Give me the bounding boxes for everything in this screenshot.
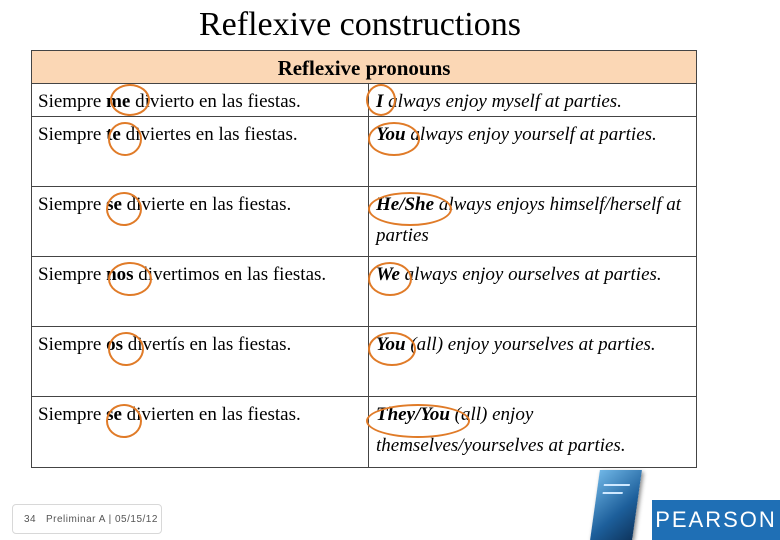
subject-highlight-circle [368,192,452,226]
pronoun-highlight-circle [108,332,144,366]
reflexive-pronoun: se [106,194,122,215]
subject: I [376,91,384,112]
pronoun-highlight-circle [106,192,142,226]
subject-highlight-circle [368,332,416,366]
subject: You [376,124,406,145]
english-sentence: You always enjoy yourself at parties. [376,124,657,145]
spanish-sentence: Siempre os divertís en las fiestas. [38,334,292,355]
english-sentence: They/You (all) enjoy themselves/yourselves at parties. [376,404,626,456]
english-sentence: You (all) enjoy yourselves at parties. [376,334,656,355]
footer-label: Preliminar A | 05/15/12 [45,514,158,525]
pronoun-highlight-circle [110,84,150,116]
pronoun-highlight-circle [108,122,142,156]
subject: We [376,264,400,285]
subject-highlight-circle [366,404,470,438]
page-number: 34 [24,514,37,525]
reflexive-pronoun: se [106,404,122,425]
reflexive-pronoun: nos [106,264,134,285]
subject-highlight-circle [366,84,396,116]
spanish-sentence: Siempre se divierten en las fiestas. [38,404,301,425]
reflexive-pronoun: te [106,124,121,145]
slide-title: Reflexive constructions [199,6,521,43]
subject: They/You [376,404,450,425]
reflexive-pronoun: me [106,91,131,112]
english-sentence: He/She always enjoys himself/herself at parties [376,194,682,246]
subject: He/She [376,194,435,215]
subject-highlight-circle [368,262,412,296]
pearson-logo: PEARSON [652,500,780,540]
subject: You [376,334,406,355]
english-sentence: I always enjoy myself at parties. [376,91,622,112]
table-header: Reflexive pronouns [32,51,696,84]
reflexive-pronoun: os [106,334,123,355]
footer-info [24,514,158,525]
book-cover-icon [590,470,642,540]
subject-highlight-circle [368,122,420,156]
spanish-sentence: Siempre te diviertes en las fiestas. [38,124,298,145]
spanish-sentence: Siempre nos divertimos en las fiestas. [38,264,327,285]
pronoun-highlight-circle [106,404,142,438]
pronoun-highlight-circle [108,262,152,296]
spanish-sentence: Siempre me divierto en las fiestas. [38,91,301,112]
spanish-sentence: Siempre se divierte en las fiestas. [38,194,292,215]
english-sentence: We always enjoy ourselves at parties. [376,264,662,285]
